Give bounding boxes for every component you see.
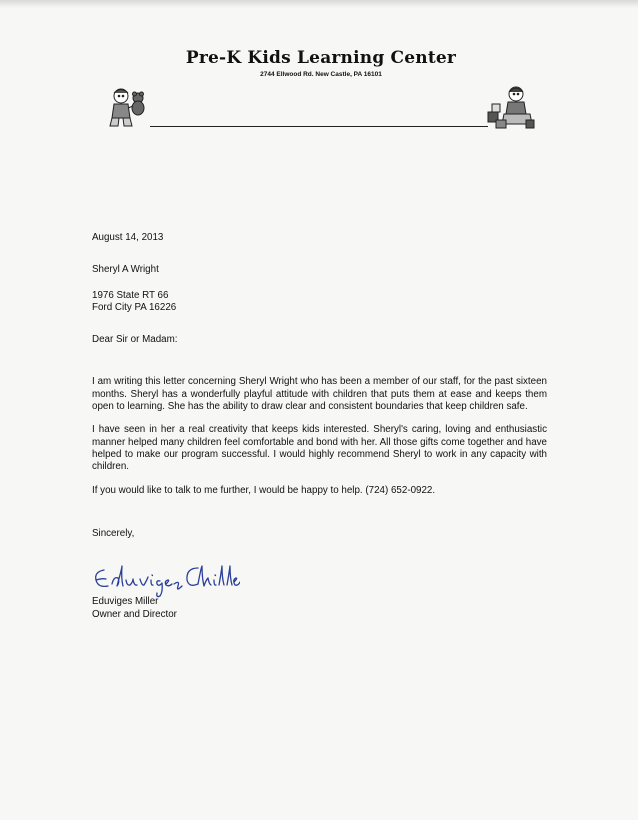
organization-name: Pre-K Kids Learning Center (185, 48, 457, 68)
child-with-teddy-bear-icon (106, 84, 152, 130)
child-with-toy-blocks-icon (486, 84, 536, 130)
salutation: Dear Sir or Madam: (92, 334, 178, 346)
scan-edge (0, 0, 638, 8)
header-rule (150, 126, 488, 127)
letter-date: August 14, 2013 (92, 232, 164, 243)
paragraph-1: I am writing this letter concerning Sheryl Wright who has been a member of our staff, for the past sixteen months. Sheryl has a wonderfully playful attitude with children that puts them at ease and keeps them open to learning. She has the ability to draw clear and consistent boundaries that keep children safe. (92, 376, 547, 413)
signature-block (92, 596, 177, 621)
paragraph-3: If you would like to talk to me further, I would be happy to help. (724) 652-0922. (92, 484, 436, 496)
letterhead (0, 48, 638, 78)
paragraph-2: I have seen in her a real creativity that keeps kids interested. Sheryl's caring, loving and enthusiastic manner helped many children feel comfortable and bond with her. All those gifts come together and have helped to make our program successful. I would highly recommend Sheryl to work in any capacity with children. (92, 424, 547, 473)
recipient-name: Sheryl A Wright (92, 264, 159, 276)
closing: Sincerely, (92, 527, 135, 539)
signer-name: Eduviges Miller (92, 596, 159, 607)
letter-body (92, 232, 547, 540)
recipient-address-line-1: 1976 State RT 66 (92, 289, 169, 301)
recipient-address-line-2: Ford City PA 16226 (92, 301, 177, 313)
signer-title: Owner and Director (92, 608, 177, 620)
organization-address: 2744 Ellwood Rd. New Castle, PA 16101 (260, 71, 382, 78)
